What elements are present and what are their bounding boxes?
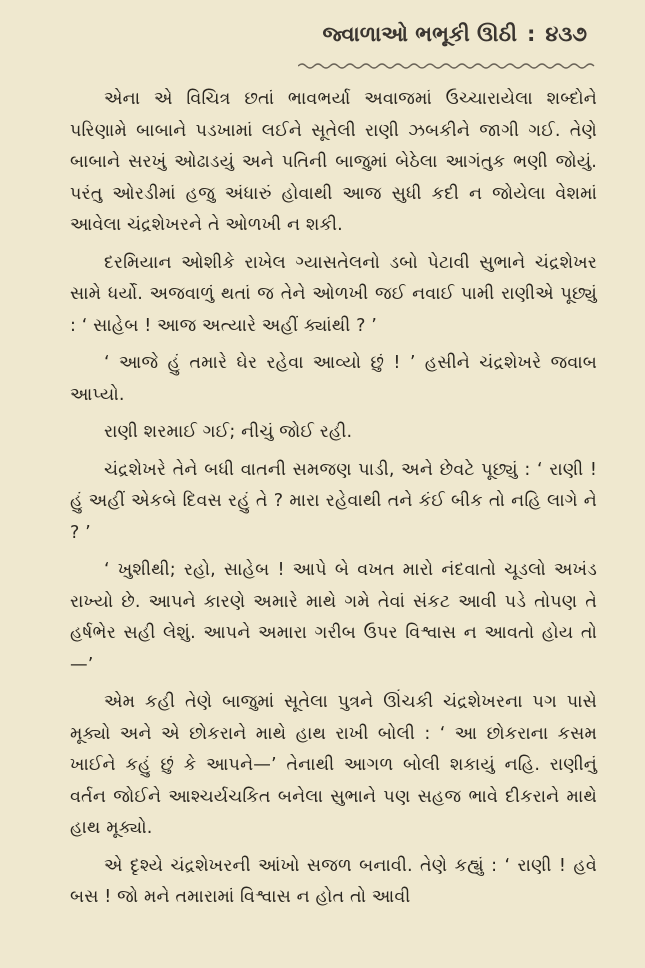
wavy-rule-ornament [298, 62, 596, 70]
paragraph: ‘ ખુશીથી; રહો, સાહેબ ! આપે બે વખત મારો નંદવાતો ચૂડલો અખંડ રાખ્યો છે. આપને કારણે અમારે માથે ગમે તેવાં સંકટ આવી પડે તોપણ તે હર્ષભેર સહી લેશું. આપને અમારા ગરીબ ઉપર વિશ્વાસ ન આવતો હોય તો—’ [70, 560, 597, 675]
page-number: ૪૩૭ [545, 22, 587, 46]
running-head-separator: : [526, 22, 536, 46]
paragraph: એ દૃશ્યે ચંદ્રશેખરની આંખો સજળ બનાવી. તેણે કહ્યું : ‘ રાણી ! હવે બસ ! જો મને તમારામાં વિશ્વાસ ન હોત તો આવી [70, 855, 597, 907]
paragraph: એના એ વિચિત્ર છતાં ભાવભર્યા અવાજમાં ઉચ્ચારાયેલા શબ્દોને પરિણામે બાબાને પડખામાં લઈને સૂતેલી રાણી ઝબકીને જાગી ગઈ. તેણે બાબાને સરખું ઓઢાડયું અને પતિની બાજુમાં બેઠેલા આગંતુક ભણી જોયું. પરંતુ ઓરડીમાં હજુ અંધારું હોવાથી આજ સુધી કદી ન જોયેલા વેશમાં આવેલા ચંદ્રશેખરને તે ઓળખી ન શકી. [70, 89, 597, 235]
running-head-title: જ્વાળાઓ ભભૂકી ઊઠી [322, 22, 517, 46]
paragraph: ‘ આજે હું તમારે ઘેર રહેવા આવ્યો છું ! ’ હસીને ચંદ્રશેખરે જવાબ આપ્યો. [70, 353, 597, 405]
paragraph: એમ કહી તેણે બાજુમાં સૂતેલા પુત્રને ઊંચકી ચંદ્રશેખરના પગ પાસે મૂક્યો અને એ છોકરાને માથે હાથ રાખી બોલી : ‘ આ છોકરાના કસમ ખાઈને કહું છું કે આપને—’ તેનાથી આગળ બોલી શકાયું નહિ. રાણીનું વર્તન જોઈને આશ્ચર્યચકિત બનેલા સુભાને પણ સહજ ભાવે દીકરાને માથે હાથ મૂક્યો. [70, 692, 597, 838]
paragraph: દરમિયાન ઓશીકે રાખેલ ગ્યાસતેલનો ડબો પેટાવી સુભાને ચંદ્રશેખર સામે ધર્યો. અજવાળું થતાં જ તેને ઓળખી જઈ નવાઈ પામી રાણીએ પૂછ્યું : ‘ સાહેબ ! આજ અત્યારે અહીં ક્યાંથી ? ’ [70, 252, 597, 336]
paragraph: રાણી શરમાઈ ગઈ; નીચું જોઈ રહી. [104, 422, 353, 442]
running-head [70, 22, 597, 56]
body-text [70, 84, 597, 914]
paragraph: ચંદ્રશેખરે તેને બધી વાતની સમજણ પાડી, અને છેવટે પૂછ્યું : ‘ રાણી ! હું અહીં એકબે દિવસ રહું તે ? મારા રહેવાથી તને કંઈ બીક તો નહિ લાગે ને ? ’ [70, 459, 597, 543]
